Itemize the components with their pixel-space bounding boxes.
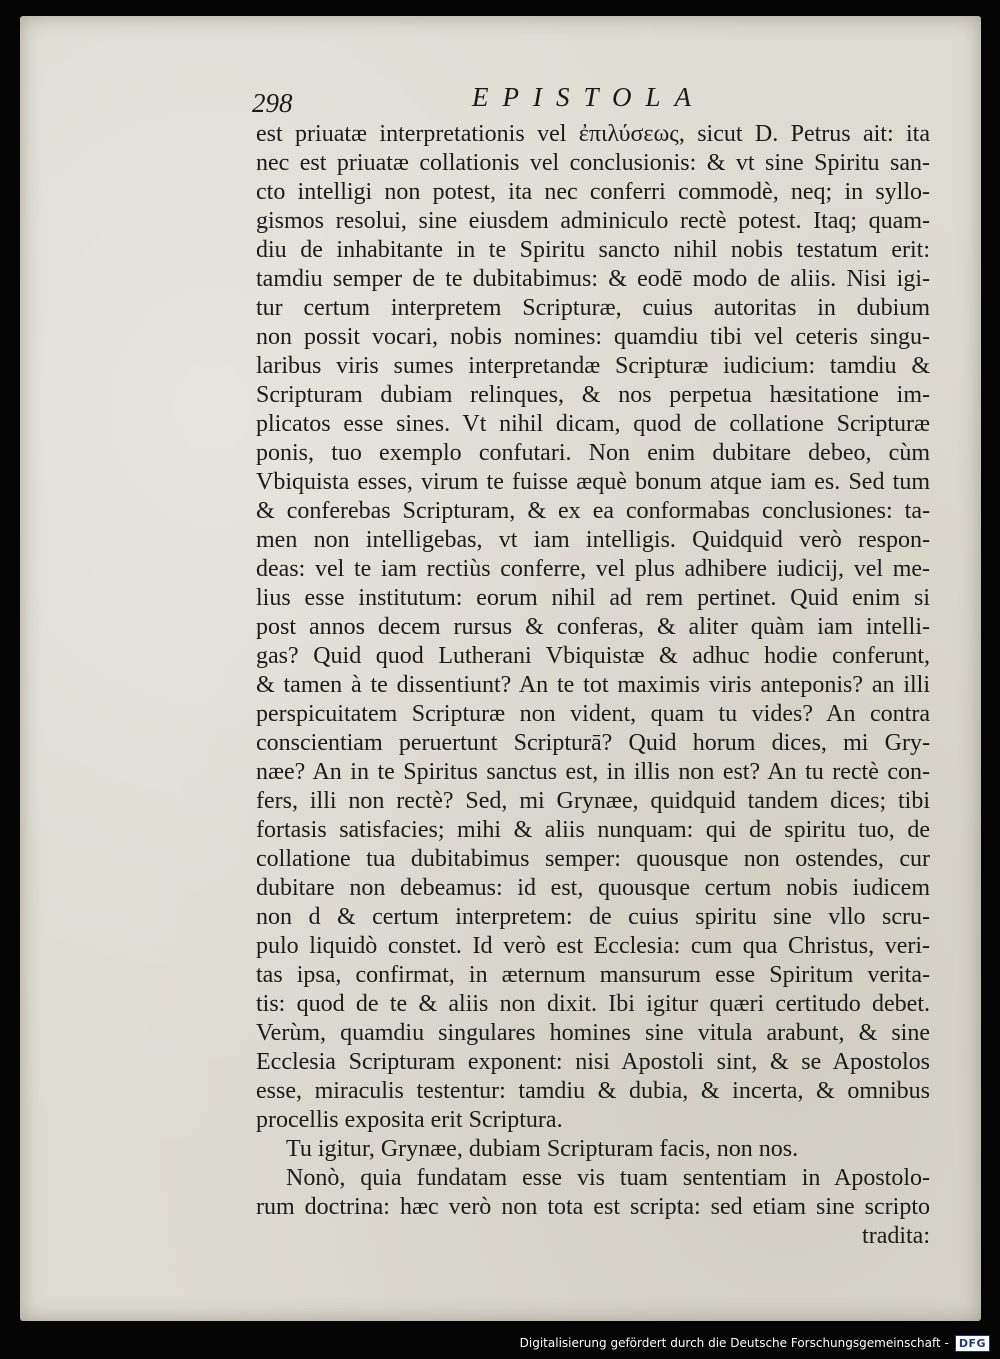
text-line: næe? An in te Spiritus sanctus est, in illis non est? An tu rectè con- — [256, 759, 930, 785]
text-line: diu de inhabitante in te Spiritu sancto nihil nobis testatum erit: — [256, 237, 930, 263]
text-line: non possit vocari, nobis nomines: quamdiu tibi vel ceteris singu- — [256, 324, 930, 350]
text-line: & conferebas Scripturam, & ex ea conformabas conclusiones: ta- — [256, 498, 930, 524]
text-line: procellis exposita erit Scriptura. — [256, 1107, 563, 1133]
text-line: nec est priuatæ collationis vel conclusionis: & vt sine Spiritu san- — [256, 150, 930, 176]
text-line: ponis, tuo exemplo confutari. Non enim dubitare debeo, cùm — [256, 440, 930, 466]
text-line: pulo liquidò constet. Id verò est Ecclesia: cum qua Christus, veri- — [256, 933, 930, 959]
text-line: Scripturam dubiam relinques, & nos perpetua hæsitatione im- — [256, 382, 930, 408]
running-head: EPISTOLA — [472, 82, 706, 112]
book-page — [20, 16, 981, 1321]
text-line: & tamen à te dissentiunt? An te tot maximis viris anteponis? an illi — [256, 672, 930, 698]
text-line: dubitare non debeamus: id est, quousque certum nobis iudicem — [256, 875, 930, 901]
body-text — [256, 120, 930, 1251]
digitization-footer — [0, 1327, 1000, 1359]
text-line: Vbiquista esses, virum te fuisse æquè bonum atque iam es. Sed tum — [256, 469, 930, 495]
text-line: gismos resolui, sine eiusdem adminiculo rectè potest. Itaq; quam- — [256, 208, 930, 234]
text-line: est priuatæ interpretationis vel ἐπιλύσεως, sicut D. Petrus ait: ita — [256, 121, 930, 147]
text-line: Nonò, quia fundatam esse vis tuam sententiam in Apostolo- — [286, 1165, 930, 1191]
page-number: 298 — [252, 88, 293, 118]
text-line: deas: vel te iam rectiùs conferre, vel plus adhibere iudicij, vel me- — [256, 556, 930, 582]
text-line: gas? Quid quod Lutherani Vbiquistæ & adhuc hodie conferunt, — [256, 643, 930, 669]
dfg-logo: DFG — [955, 1335, 990, 1352]
text-line: tamdiu semper de te dubitabimus: & eodē modo de aliis. Nisi igi- — [256, 266, 930, 292]
text-line: Verùm, quamdiu singulares homines sine vitula arabunt, & sine — [256, 1020, 930, 1046]
text-line: rum doctrina: hæc verò non tota est scripta: sed etiam sine scripto — [256, 1194, 930, 1220]
text-line: men non intelligebas, vt iam intelligis. Quidquid verò respon- — [256, 527, 930, 553]
catchword: tradita: — [862, 1223, 930, 1249]
text-line: tas ipsa, confirmat, in æternum mansurum esse Spiritum verita- — [256, 962, 930, 988]
text-line: tis: quod de te & aliis non dixit. Ibi igitur quæri certitudo debet. — [256, 991, 930, 1017]
text-line: post annos decem rursus & conferas, & aliter quàm iam intelli- — [256, 614, 930, 640]
text-line: collatione tua dubitabimus semper: quousque non ostendes, cur — [256, 846, 930, 872]
text-line: fers, illi non rectè? Sed, mi Grynæe, quidquid tandem dices; tibi — [256, 788, 930, 814]
text-line: non d & certum interpretem: de cuius spiritu sine vllo scru- — [256, 904, 930, 930]
text-line: laribus viris sumes interpretandæ Scripturæ iudicium: tamdiu & — [256, 353, 930, 379]
text-line: lius esse institutum: eorum nihil ad rem pertinet. Quid enim si — [256, 585, 930, 611]
text-line: plicatos esse sines. Vt nihil dicam, quod de collatione Scripturæ — [256, 411, 930, 437]
text-line: fortasis satisfacies; mihi & aliis nunquam: qui de spiritu tuo, de — [256, 817, 930, 843]
funding-credit: Digitalisierung gefördert durch die Deutsche Forschungsgemeinschaft - — [519, 1336, 949, 1350]
text-line: tur certum interpretem Scripturæ, cuius autoritas in dubium — [256, 295, 930, 321]
text-line: cto intelligi non potest, ita nec conferri commodè, neq; in syllo- — [256, 179, 930, 205]
text-line: Ecclesia Scripturam exponent: nisi Apostoli sint, & se Apostolos — [256, 1049, 930, 1075]
paragraph-two: Tu igitur, Grynæe, dubiam Scripturam facis, non nos. — [286, 1136, 799, 1162]
text-line: conscientiam peruertunt Scripturā? Quid horum dices, mi Gry- — [256, 730, 930, 756]
text-line: perspicuitatem Scripturæ non vident, quam tu vides? An contra — [256, 701, 930, 727]
text-line: esse, miraculis testentur: tamdiu & dubia, & incerta, & omnibus — [256, 1078, 930, 1104]
